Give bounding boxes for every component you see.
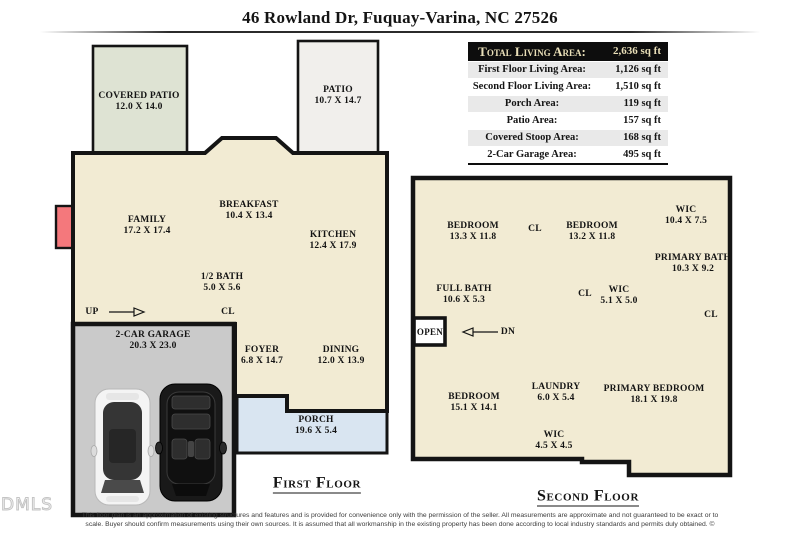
room-label-primary-bedroom: PRIMARY BEDROOM 18.1 X 19.8: [603, 384, 705, 405]
closet-label: CL: [578, 289, 592, 299]
room-label-full-bath: FULL BATH 10.6 X 5.3: [436, 284, 492, 305]
room-label-breakfast: BREAKFAST 10.4 X 13.4: [219, 200, 279, 221]
row-value: 1,126 sq ft: [615, 64, 661, 75]
room-label-kitchen: KITCHEN 12.4 X 17.9: [309, 230, 357, 251]
room-label-bedroom-1: BEDROOM 13.3 X 11.8: [447, 221, 499, 242]
table-header-value: 2,636 sq ft: [613, 45, 661, 57]
down-stairs-label: DN: [500, 327, 516, 337]
room-label-family: FAMILY 17.2 X 17.4: [123, 215, 171, 236]
disclaimer-line-2: scale. Buyer should confirm measurements using their own sources. It is assumed that all workmanship in the existing property has been done according to local industry standards and permits duly obtained. ©: [85, 521, 715, 528]
second-floor-title: Second Floor: [537, 487, 639, 505]
room-label-dining: DINING 12.0 X 13.9: [317, 345, 365, 366]
first-floor-title: First Floor: [272, 474, 362, 492]
room-label-primary-bath: PRIMARY BATH 10.3 X 9.2: [654, 253, 732, 274]
room-label-wic-1: WIC 10.4 X 7.5: [664, 205, 708, 226]
up-arrow-icon: [108, 306, 146, 318]
row-label: Patio Area:: [506, 115, 558, 126]
room-label-covered-patio: COVERED PATIO 12.0 X 14.0: [98, 91, 180, 112]
row-label: First Floor Living Area:: [478, 64, 586, 75]
down-arrow-icon: [461, 326, 499, 338]
room-label-bedroom-3: BEDROOM 15.1 X 14.1: [448, 392, 500, 413]
row-value: 157 sq ft: [623, 115, 661, 126]
room-label-wic-2: WIC 5.1 X 5.0: [600, 285, 638, 306]
disclaimer-line-1: This floor plan is an approximation of existing structures and features and is provided for convenience only with the permission of the seller. All measurements are approximate and not guaranteed to be exact or to: [81, 512, 719, 519]
room-label-porch: PORCH 19.6 X 5.4: [294, 415, 338, 436]
white-car-image: [91, 389, 154, 505]
row-value: 119 sq ft: [623, 98, 661, 109]
black-car-image: [156, 384, 227, 501]
closet-label: CL: [528, 224, 542, 234]
row-value: 495 sq ft: [623, 149, 661, 160]
page-title: 46 Rowland Dr, Fuquay-Varina, NC 27526: [242, 8, 558, 27]
row-label: Second Floor Living Area:: [472, 81, 592, 92]
up-stairs-label: UP: [85, 307, 99, 317]
room-label-garage: 2-CAR GARAGE 20.3 X 23.0: [115, 330, 191, 351]
table-header-label: Total Living Area:: [478, 44, 586, 59]
room-label-half-bath: 1/2 BATH 5.0 X 5.6: [200, 272, 244, 293]
mls-watermark: DMLS: [1, 495, 54, 515]
row-value: 168 sq ft: [623, 132, 661, 143]
open-to-below-label: OPEN: [416, 327, 444, 337]
closet-label: CL: [221, 307, 235, 317]
room-label-foyer: FOYER 6.8 X 14.7: [240, 345, 284, 366]
room-label-patio: PATIO 10.7 X 14.7: [314, 85, 362, 106]
row-label: Covered Stoop Area:: [485, 132, 579, 143]
room-label-laundry: LAUNDRY 6.0 X 5.4: [531, 382, 581, 403]
row-label: 2-Car Garage Area:: [487, 149, 577, 160]
row-label: Porch Area:: [504, 98, 560, 109]
room-label-bedroom-2: BEDROOM 13.2 X 11.8: [566, 221, 618, 242]
closet-label: CL: [704, 310, 718, 320]
row-value: 1,510 sq ft: [615, 81, 661, 92]
room-label-wic-3: WIC 4.5 X 4.5: [535, 430, 573, 451]
